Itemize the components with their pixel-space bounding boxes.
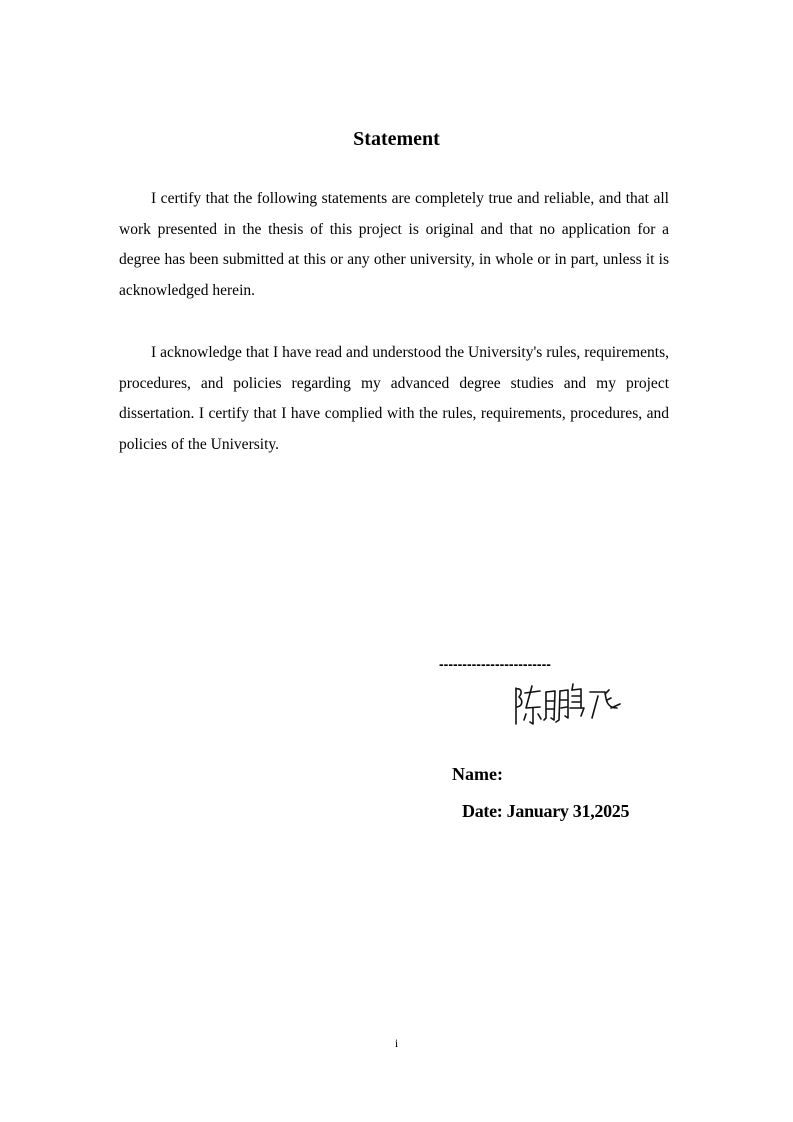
statement-paragraph-2: I acknowledge that I have read and understood the University's rules, requirements, procedures, and policies regarding my advanced degree studies and my project dissertation. I certify that I have complied with the rules, requirements, procedures, and policies of the University. [119,344,669,453]
page-title: Statement [353,128,440,150]
handwritten-signature [510,678,625,730]
statement-paragraph-1: I certify that the following statements are completely true and reliable, and that all work presented in the thesis of this project is original and that no application for a degree has been submitted at this or any other university, in whole or in part, unless it is acknowledged herein. [119,190,669,299]
signature-line: ------------------------ [439,656,551,672]
page-number: i [394,1036,399,1050]
name-label: Name: [452,764,503,784]
date-line: Date: January 31,2025 [462,801,630,821]
